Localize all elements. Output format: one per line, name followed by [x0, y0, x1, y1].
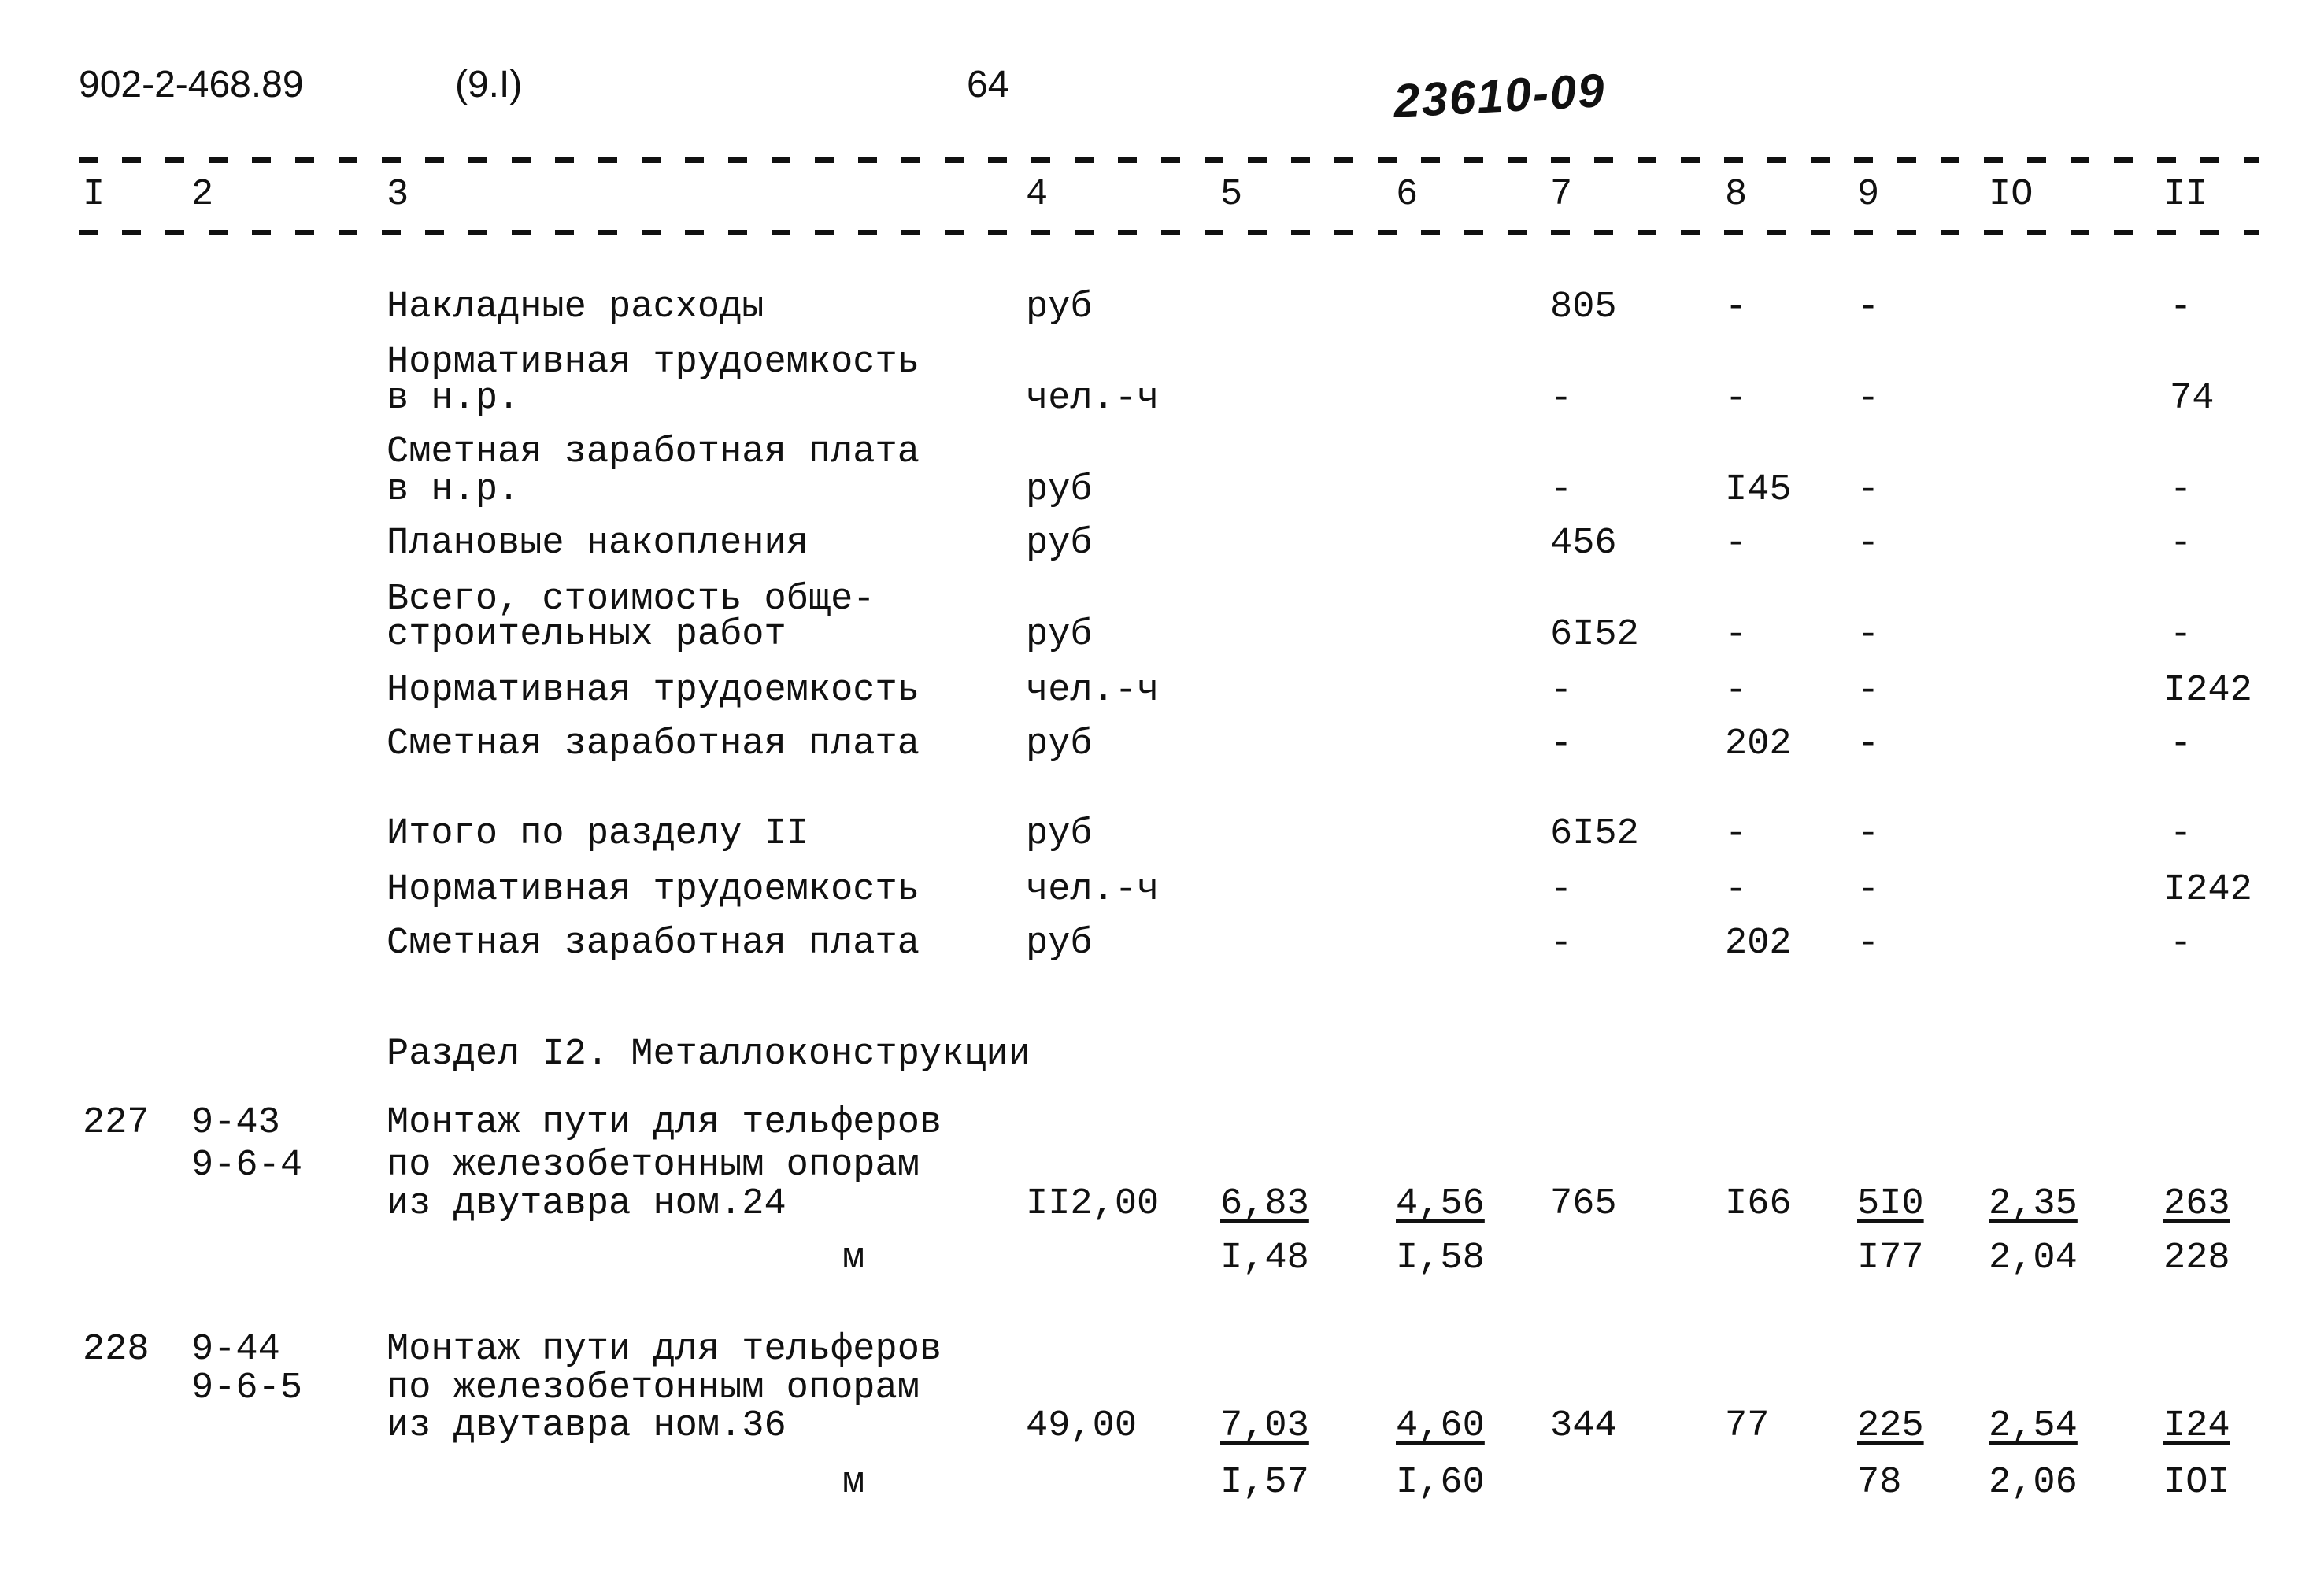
row-col11: - [2170, 469, 2193, 511]
item-c5-bottom: I,48 [1220, 1238, 1309, 1279]
row-col7: - [1550, 723, 1573, 765]
column-number-9: 9 [1857, 174, 1880, 216]
row-col7: 6I52 [1550, 614, 1639, 656]
row-col7: - [1550, 378, 1573, 420]
item-description: по железобетонным опорам [387, 1367, 920, 1409]
row-unit: руб [1026, 813, 1093, 855]
item-c8: 77 [1725, 1405, 1770, 1447]
item-c6-bottom: I,60 [1396, 1462, 1485, 1504]
row-label: Сметная заработная плата [387, 431, 920, 473]
row-unit: чел.-ч [1026, 378, 1160, 420]
column-number-4: 4 [1026, 174, 1049, 216]
row-col8: - [1725, 287, 1748, 328]
row-unit: руб [1026, 469, 1093, 511]
item-c9-bottom: I77 [1857, 1238, 1924, 1279]
row-col9: - [1857, 670, 1880, 712]
row-unit: руб [1026, 287, 1093, 328]
column-number-8: 8 [1725, 174, 1748, 216]
inventory-stamp: 23610-09 [1392, 63, 1608, 128]
row-col8: - [1725, 614, 1748, 656]
section-title: Раздел I2. Металлоконструкции [387, 1034, 1031, 1075]
column-number-11: II [2163, 174, 2208, 216]
row-unit: руб [1026, 723, 1093, 765]
item-c11-top: 263 [2163, 1183, 2230, 1225]
row-label: Нормативная трудоемкость [387, 342, 920, 383]
item-c5-top: 7,03 [1220, 1405, 1309, 1447]
row-col8: - [1725, 869, 1748, 911]
row-col7: - [1550, 469, 1573, 511]
row-unit: руб [1026, 614, 1093, 656]
row-col8: 202 [1725, 723, 1792, 765]
item-description: Монтаж пути для тельферов [387, 1102, 942, 1144]
item-number: 228 [83, 1329, 150, 1371]
row-col9: - [1857, 723, 1880, 765]
page-number: 64 [967, 64, 1009, 105]
item-c11-top: I24 [2163, 1405, 2230, 1447]
column-number-7: 7 [1550, 174, 1573, 216]
row-label: Итого по разделу II [387, 813, 809, 855]
column-number-6: 6 [1396, 174, 1419, 216]
item-c10-bottom: 2,06 [1989, 1462, 2078, 1504]
row-col11: I242 [2163, 670, 2252, 712]
row-col8: - [1725, 523, 1748, 564]
item-code: 9-6-4 [191, 1145, 303, 1186]
column-number-1: I [83, 174, 105, 216]
item-unit: м [842, 1462, 865, 1504]
row-unit: чел.-ч [1026, 670, 1160, 712]
item-code: 9-6-5 [191, 1367, 303, 1409]
item-c10-bottom: 2,04 [1989, 1238, 2078, 1279]
row-label: Сметная заработная плата [387, 923, 920, 964]
row-unit: руб [1026, 523, 1093, 564]
item-code: 9-44 [191, 1329, 280, 1371]
item-c9-bottom: 78 [1857, 1462, 1902, 1504]
row-label: Всего, стоимость обще- [387, 579, 875, 620]
row-col8: I45 [1725, 469, 1792, 511]
row-col11: - [2170, 723, 2193, 765]
item-description: из двутавра ном.36 [387, 1405, 786, 1447]
row-unit: руб [1026, 923, 1093, 964]
item-quantity: 49,00 [1026, 1405, 1138, 1447]
row-col8: 202 [1725, 923, 1792, 964]
item-c10-top: 2,35 [1989, 1183, 2078, 1225]
item-c10-top: 2,54 [1989, 1405, 2078, 1447]
item-code: 9-43 [191, 1102, 280, 1144]
item-c9-top: 5I0 [1857, 1183, 1924, 1225]
row-label: Нормативная трудоемкость [387, 869, 920, 911]
item-quantity: II2,00 [1026, 1183, 1160, 1225]
item-unit: м [842, 1238, 865, 1279]
column-number-10: IO [1989, 174, 2034, 216]
row-col11: 74 [2170, 378, 2215, 420]
row-col9: - [1857, 869, 1880, 911]
row-col11: - [2170, 923, 2193, 964]
item-c5-bottom: I,57 [1220, 1462, 1309, 1504]
row-col9: - [1857, 614, 1880, 656]
row-col9: - [1857, 523, 1880, 564]
row-col7: - [1550, 869, 1573, 911]
item-description: по железобетонным опорам [387, 1145, 920, 1186]
row-label: в н.р. [387, 469, 520, 511]
item-c6-top: 4,56 [1396, 1183, 1485, 1225]
row-label: Сметная заработная плата [387, 723, 920, 765]
row-col11: - [2170, 523, 2193, 564]
item-c8: I66 [1725, 1183, 1792, 1225]
item-c11-bottom: 228 [2163, 1238, 2230, 1279]
row-col9: - [1857, 469, 1880, 511]
row-col9: - [1857, 813, 1880, 855]
column-number-5: 5 [1220, 174, 1243, 216]
item-c7: 765 [1550, 1183, 1617, 1225]
row-col8: - [1725, 813, 1748, 855]
row-col7: - [1550, 670, 1573, 712]
row-col11: - [2170, 813, 2193, 855]
row-col11: I242 [2163, 869, 2252, 911]
item-description: из двутавра ном.24 [387, 1183, 786, 1225]
header-bottom-divider [79, 230, 2259, 235]
item-c6-bottom: I,58 [1396, 1238, 1485, 1279]
row-unit: чел.-ч [1026, 869, 1160, 911]
row-label: Нормативная трудоемкость [387, 670, 920, 712]
item-c9-top: 225 [1857, 1405, 1924, 1447]
row-col9: - [1857, 378, 1880, 420]
item-c11-bottom: IOI [2163, 1462, 2230, 1504]
header-top-divider [79, 157, 2259, 163]
row-col8: - [1725, 670, 1748, 712]
item-c6-top: 4,60 [1396, 1405, 1485, 1447]
item-number: 227 [83, 1102, 150, 1144]
item-c5-top: 6,83 [1220, 1183, 1309, 1225]
row-col8: - [1725, 378, 1748, 420]
row-label: Плановые накопления [387, 523, 809, 564]
row-col7: 6I52 [1550, 813, 1639, 855]
row-col11: - [2170, 614, 2193, 656]
row-col7: - [1550, 923, 1573, 964]
row-col7: 456 [1550, 523, 1617, 564]
item-description: Монтаж пути для тельферов [387, 1329, 942, 1371]
column-number-2: 2 [191, 174, 214, 216]
sheet-number: (9.I) [455, 64, 523, 105]
row-col9: - [1857, 287, 1880, 328]
row-label: Накладные расходы [387, 287, 764, 328]
row-label: в н.р. [387, 378, 520, 420]
row-label: строительных работ [387, 614, 786, 656]
item-c7: 344 [1550, 1405, 1617, 1447]
row-col11: - [2170, 287, 2193, 328]
row-col9: - [1857, 923, 1880, 964]
column-number-3: 3 [387, 174, 409, 216]
document-code: 902-2-468.89 [79, 64, 304, 105]
row-col7: 805 [1550, 287, 1617, 328]
